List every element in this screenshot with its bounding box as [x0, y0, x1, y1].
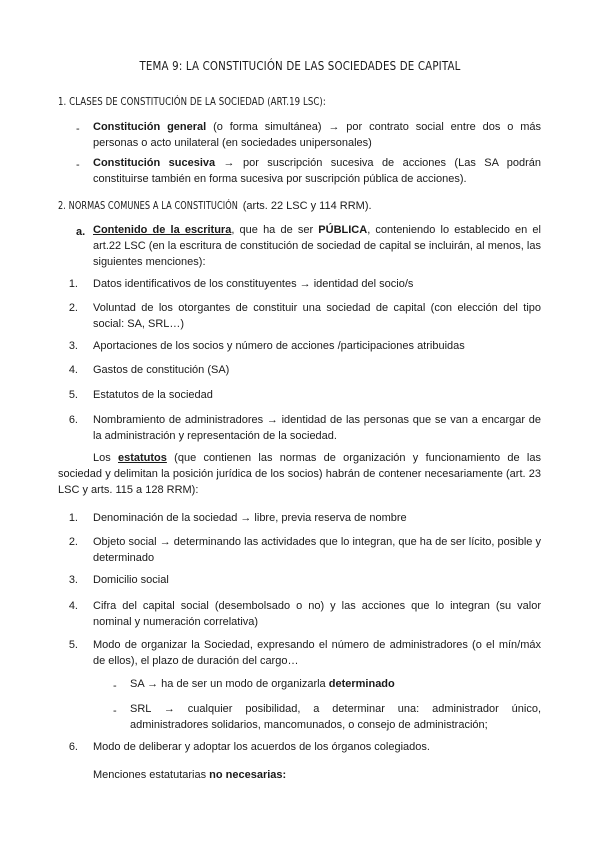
- list-item: Gastos de constitución (SA): [93, 364, 230, 376]
- estatutos-paragraph: Los estatutos (que contienen las normas de organización y funcionamiento de las sociedad y delimitan la posición jurídica de los socios) habrán de contener necesariamente (art. 23 LSC y arts. 115 a 128 RRM):: [58, 452, 541, 496]
- list-item: Modo de organizar la Sociedad, expresando el número de administradores (o el mín/máx de ellos), el plazo de duración del cargo…: [93, 639, 541, 667]
- list-item: Domicilio social: [93, 574, 169, 586]
- list-item: Cifra del capital social (desembolsado o no) y las acciones que lo integran (su valor nominal y numeración correlativa): [93, 600, 541, 628]
- list-item: Estatutos de la sociedad: [93, 389, 213, 401]
- contenido-escritura-paragraph: Contenido de la escritura, que ha de ser PÚBLICA, conteniendo lo establecido en el art.22 LSC (en la escritura de constitución de sociedad de capital se incluirán, al menos, las siguientes menciones):: [93, 224, 541, 268]
- list-item: Nombramiento de administradores → identidad de las personas que se van a encargar de la administración y representación de la sociedad.: [93, 414, 541, 442]
- section-2-heading: 2. NORMAS COMUNES A LA CONSTITUCIÓN (arts. 22 LSC y 114 RRM).: [58, 200, 372, 212]
- list-marker-a: a.: [76, 226, 86, 238]
- list-item: Denominación de la sociedad → libre, previa reserva de nombre: [93, 512, 407, 524]
- bullet-dash: -: [76, 159, 80, 171]
- list-item: Voluntad de los otorgantes de constituir una sociedad de capital (con elección del tipo social: SA, SRL…): [93, 302, 541, 330]
- sub-bullet-sa: SA → ha de ser un modo de organizarla determinado: [130, 678, 395, 690]
- bullet-dash: -: [76, 123, 80, 135]
- page-title: TEMA 9: LA CONSTITUCIÓN DE LAS SOCIEDADES DE CAPITAL: [139, 58, 461, 73]
- bullet-item-general: Constitución general (o forma simultánea) → por contrato social entre dos o más personas o acto unilateral (en sociedades unipersonales): [93, 121, 541, 149]
- sub-bullet-srl: SRL → cualquier posibilidad, a determinar una: administrador único, administradores solidarios, mancomunados, o consejo de administración;: [130, 703, 541, 731]
- menciones-line: Menciones estatutarias no necesarias:: [93, 769, 287, 781]
- section-1-heading: 1. CLASES DE CONSTITUCIÓN DE LA SOCIEDAD (ART.19 LSC):: [58, 95, 326, 108]
- list-item: Aportaciones de los socios y número de acciones /participaciones atribuidas: [93, 340, 465, 352]
- list-item: Modo de deliberar y adoptar los acuerdos de los órganos colegiados.: [93, 741, 430, 753]
- list-item: Datos identificativos de los constituyentes → identidad del socio/s: [93, 278, 414, 290]
- bullet-dash: -: [113, 705, 117, 717]
- bullet-dash: -: [113, 680, 117, 692]
- bullet-item-sucesiva: Constitución sucesiva → por suscripción sucesiva de acciones (Las SA podrán constituirse también en forma sucesiva por suscripción pública de acciones).: [93, 157, 541, 185]
- document-page: TEMA 9: LA CONSTITUCIÓN DE LAS SOCIEDADES DE CAPITAL 1. CLASES DE CONSTITUCIÓN DE LA SOCIEDAD (ART.19 LSC): - Constitución general (o forma simultánea) → por contrato social entre dos o más personas o acto unilateral (en sociedades unipersonales) - Constitución sucesiva → por suscripción sucesiva de acciones (Las SA podrán constituirse también en forma sucesiva por suscripción pública de acciones). 2. NORMAS COMUNES A LA CONSTITUCIÓN (arts. 22 LSC y 114 RRM). a. Contenido de la escritura, que ha de ser PÚBLICA, conteniendo lo establecido en el art.22 LSC (en la escritura de constitución de sociedad de capital se incluirán, al menos, las siguientes menciones): 1. Datos identificativos de los constituyentes → identidad del socio/s 2. Voluntad de los otorgantes de constituir una sociedad de capital (con elección del tipo social: SA, SRL…) 3. Aportaciones de los socios y número de acciones /participaciones atribuidas 4. Gastos de constitución (SA) 5. Estatutos de la sociedad 6. Nombramiento de administradores → identidad de las personas que se van a encargar de la administración y representación de la sociedad. Los estatutos (que contienen las normas de organización y funcionamiento de las sociedad y delimitan la posición jurídica de los socios) habrán de contener necesariamente (art. 23 LSC y arts. 115 a 128 RRM): 1. Denominación de la sociedad → libre, previa reserva de nombre 2. Objeto social → determinando las actividades que lo integran, que ha de ser lícito, posible y determinado 3. Domicilio social 4. Cifra del capital social (desembolsado o no) y las acciones que lo integran (su valor nominal y numeración correlativa) 5. Modo de organizar la Sociedad, expresando el número de administradores (o el mín/máx de ellos), el plazo de duración del cargo… - SA → ha de ser un modo de organizarla determinado - SRL → cualquier posibilidad, a determinar una: administrador único, administradores solidarios, mancomunados, o consejo de administración; 6. Modo de deliberar y adoptar los acuerdos de los órganos colegiados. Menciones estatutarias no necesarias:: [0, 0, 600, 848]
- list-item: Objeto social → determinando las actividades que lo integran, que ha de ser lícito, posible y determinado: [93, 536, 541, 564]
